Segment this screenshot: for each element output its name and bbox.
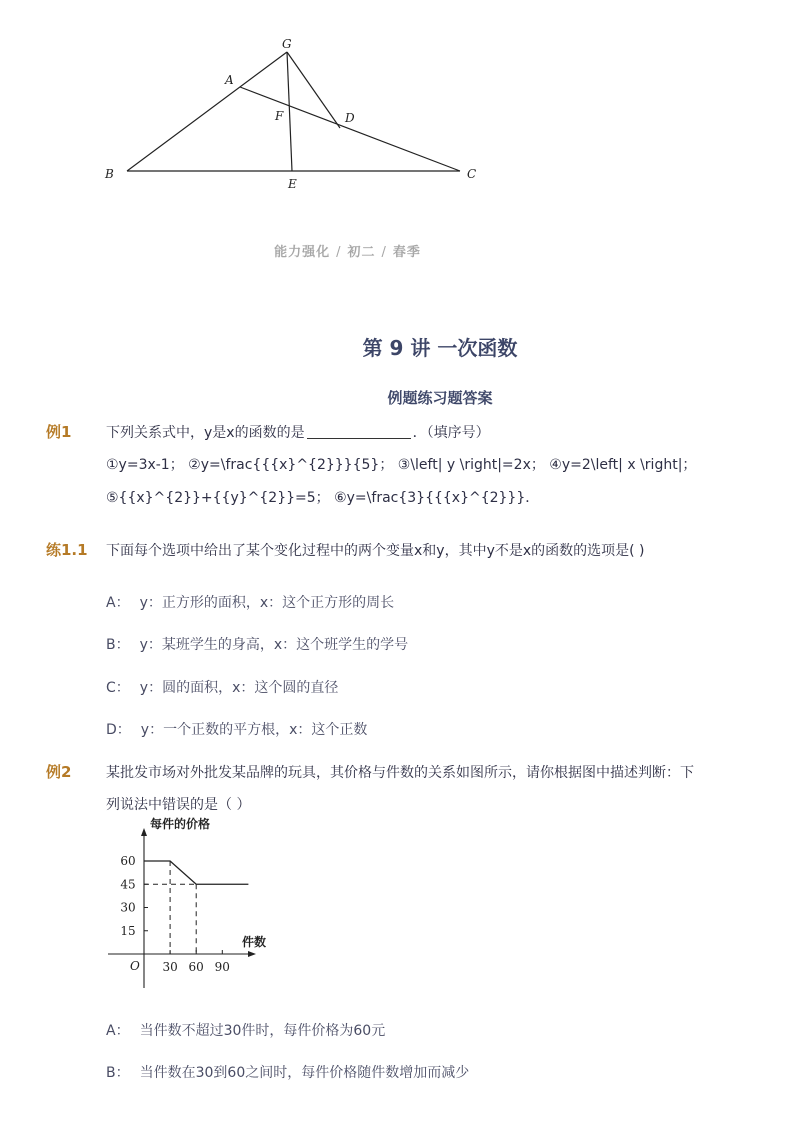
example-2-stem-line-2: 列说法中错误的是（ ） <box>106 797 251 813</box>
point-label-a: A <box>225 73 234 87</box>
breadcrumb <box>0 241 695 260</box>
chart-x-tick-label: 60 <box>188 960 204 974</box>
option-letter: C： <box>106 680 130 696</box>
geometry-figure <box>95 30 495 200</box>
breadcrumb-separator: / <box>381 245 387 260</box>
segment-gd <box>287 52 340 128</box>
example-2-option-a <box>106 1020 385 1040</box>
option-text: y：某班学生的身高，x：这个班学生的学号 <box>139 637 409 653</box>
chart-x-label: 件数 <box>242 935 267 949</box>
section-title: 例题练习题答案 <box>387 389 493 407</box>
segment-bg <box>127 52 287 171</box>
point-label-c: C <box>467 167 477 181</box>
practice-option-b <box>106 634 408 654</box>
example-1-stem-suffix: ．（填序号） <box>412 425 490 441</box>
practice-option-a <box>106 592 394 612</box>
breadcrumb-part-3: 春季 <box>392 245 421 260</box>
example-1-line-3: ⑤{{x}^{2}}+{{y}^{2}}=5； ⑥y=\frac{3}{{{x}^{2}}}． <box>106 490 540 506</box>
price-chart <box>100 812 290 994</box>
chart-y-tick-label: 30 <box>120 900 136 915</box>
example-2-option-b <box>106 1062 469 1082</box>
chart-x-axis-arrow <box>248 951 256 957</box>
chart-y-tick-label: 45 <box>120 877 136 892</box>
practice-option-d <box>106 719 367 739</box>
chart-x-tick-label: 30 <box>162 960 178 974</box>
chart-y-label: 每件的价格 <box>150 817 211 831</box>
practice-option-c <box>106 677 338 697</box>
point-label-d: D <box>345 111 355 125</box>
point-label-b: B <box>105 167 114 181</box>
chart-y-tick-label: 60 <box>120 854 136 868</box>
practice-1-1-stem: 下面每个选项中给出了某个变化过程中的两个变量x和y，其中y不是x的函数的选项是( ) <box>106 543 645 559</box>
point-label-e: E <box>288 177 297 191</box>
chart-y-axis-arrow <box>141 828 147 836</box>
chart-y-tick-label: 15 <box>120 923 136 938</box>
example-1-stem <box>106 422 490 442</box>
example-2-stem-line-1: 某批发市场对外批发某品牌的玩具，其价格与件数的关系如图所示，请你根据图中描述判断：下 <box>106 765 694 781</box>
point-label-g: G <box>282 37 292 51</box>
option-text: 当件数不超过30件时，每件价格为60元 <box>139 1023 386 1039</box>
option-letter: A： <box>106 595 130 611</box>
chart-x-tick-label: 90 <box>214 960 230 974</box>
option-text: y：圆的面积，x：这个圆的直径 <box>139 680 339 696</box>
example-1-label: 例1 <box>46 423 72 441</box>
option-letter: B： <box>106 1065 130 1081</box>
option-letter: A： <box>106 1023 130 1039</box>
option-letter: D： <box>106 722 131 738</box>
example-1-line-2: ①y=3x-1； ②y=\frac{{{x}^{2}}}{5}； ③\left| y \right|=2x； ④y=2\left| x \right|； <box>106 457 697 473</box>
example-1-stem-text: 下列关系式中，y是x的函数的是 <box>106 425 305 441</box>
option-text: 当件数在30到60之间时，每件价格随件数增加而减少 <box>139 1065 470 1081</box>
lecture-title: 第 9 讲 一次函数 <box>362 336 518 360</box>
point-label-f: F <box>275 109 284 123</box>
breadcrumb-part-2: 初二 <box>347 245 376 260</box>
chart-series-line <box>144 861 248 884</box>
chart-origin-label: O <box>130 959 140 973</box>
option-letter: B： <box>106 637 130 653</box>
example-2-label: 例2 <box>46 763 72 781</box>
option-text: y：正方形的面积，x：这个正方形的周长 <box>139 595 395 611</box>
answer-blank <box>307 438 411 439</box>
option-text: y：一个正数的平方根，x：这个正数 <box>140 722 368 738</box>
practice-1-1-label: 练1.1 <box>46 541 88 559</box>
segment-ge <box>287 52 292 171</box>
breadcrumb-separator: / <box>336 245 342 260</box>
breadcrumb-part-1: 能力强化 <box>274 245 331 260</box>
segment-ac <box>240 87 460 171</box>
